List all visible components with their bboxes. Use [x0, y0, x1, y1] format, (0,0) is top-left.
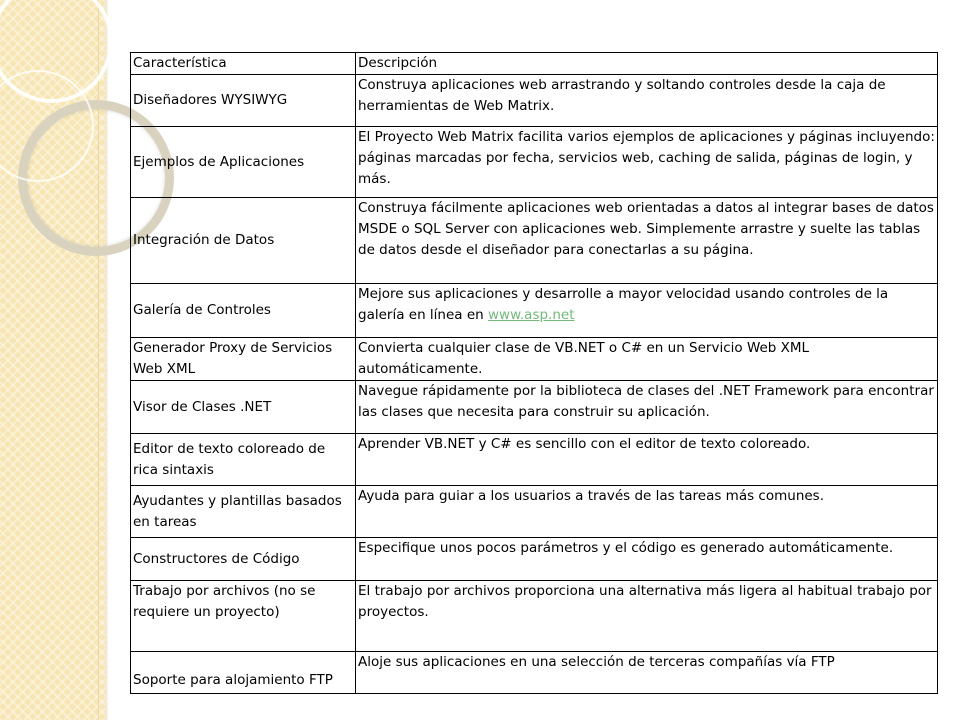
table-row: [131, 284, 938, 338]
feature-cell: Trabajo por archivos (no se requiere un proyecto): [131, 581, 356, 652]
description-cell: El trabajo por archivos proporciona una alternativa más ligera al habitual trabajo por proyectos.: [356, 581, 938, 652]
header-feature: Característica: [131, 53, 356, 75]
features-table: [130, 52, 938, 694]
feature-cell: Galería de Controles: [131, 284, 356, 338]
description-cell: Aprender VB.NET y C# es sencillo con el editor de texto coloreado.: [356, 434, 938, 486]
table-row: [131, 538, 938, 581]
description-cell: Navegue rápidamente por la biblioteca de clases del .NET Framework para encontrar las clases que necesita para construir su aplicación.: [356, 381, 938, 434]
description-cell: Especifique unos pocos parámetros y el código es generado automáticamente.: [356, 538, 938, 581]
table-row: [131, 652, 938, 694]
feature-cell: Visor de Clases .NET: [131, 381, 356, 434]
table-row: [131, 75, 938, 127]
feature-cell: Ejemplos de Aplicaciones: [131, 127, 356, 198]
asp-net-link[interactable]: www.asp.net: [488, 307, 575, 323]
feature-cell: Editor de texto coloreado de rica sintaxis: [131, 434, 356, 486]
description-cell: Ayuda para guiar a los usuarios a través de las tareas más comunes.: [356, 486, 938, 538]
feature-cell: Diseñadores WYSIWYG: [131, 75, 356, 127]
description-cell: Convierta cualquier clase de VB.NET o C# en un Servicio Web XML automáticamente.: [356, 338, 938, 381]
header-description: Descripción: [356, 53, 938, 75]
table-row: [131, 581, 938, 652]
table-row: [131, 486, 938, 538]
description-cell: Aloje sus aplicaciones en una selección de terceras compañías vía FTP: [356, 652, 938, 694]
table-row: [131, 338, 938, 381]
feature-cell: Generador Proxy de Servicios Web XML: [131, 338, 356, 381]
table-row: [131, 127, 938, 198]
feature-cell: Soporte para alojamiento FTP: [131, 652, 356, 694]
table-row: [131, 434, 938, 486]
description-text: Mejore sus aplicaciones y desarrolle a mayor velocidad usando controles de la galería en línea en: [358, 286, 889, 323]
description-cell: El Proyecto Web Matrix facilita varios ejemplos de aplicaciones y páginas incluyendo: páginas marcadas por fecha, servicios web, caching de salida, páginas de login, y más.: [356, 127, 938, 198]
description-cell: [356, 284, 938, 338]
feature-cell: Ayudantes y plantillas basados en tareas: [131, 486, 356, 538]
table-row: [131, 198, 938, 284]
description-cell: Construya aplicaciones web arrastrando y soltando controles desde la caja de herramientas de Web Matrix.: [356, 75, 938, 127]
description-cell: Construya fácilmente aplicaciones web orientadas a datos al integrar bases de datos MSDE o SQL Server con aplicaciones web. Simplemente arrastre y suelte las tablas de datos desde el diseñador para conectarlas a su página.: [356, 198, 938, 284]
feature-cell: Constructores de Código: [131, 538, 356, 581]
feature-cell: Integración de Datos: [131, 198, 356, 284]
table-header-row: [131, 53, 938, 75]
table-row: [131, 381, 938, 434]
